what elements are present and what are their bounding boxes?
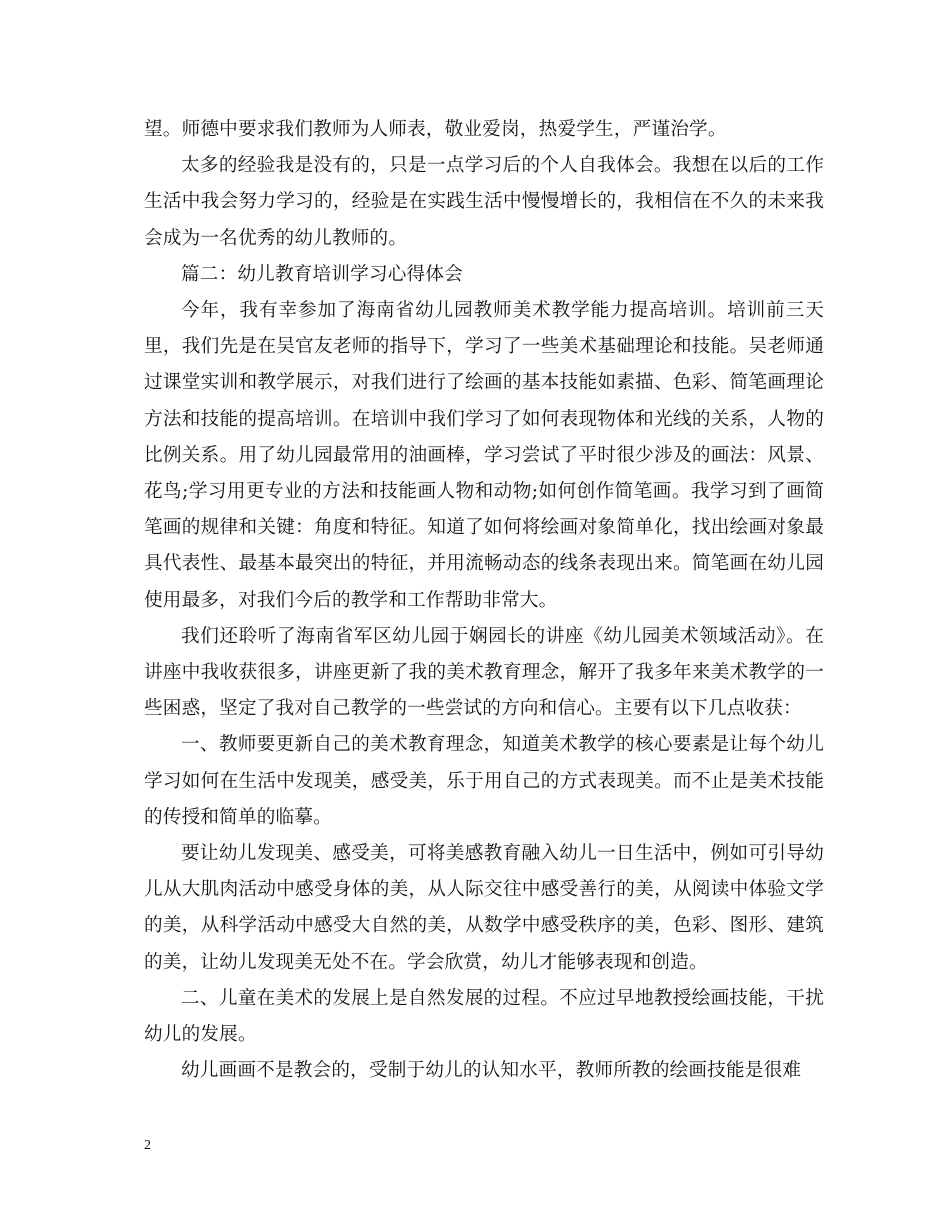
paragraph: 我们还聆听了海南省军区幼儿园于娴园长的讲座《幼儿园美术领域活动》。在讲座中我收获很多，讲座更新了我的美术教育理念，解开了我多年来美术教学的一些困惑，坚定了我对自己教学的一些尝试的方向和信心。主要有以下几点收获：: [144, 625, 824, 720]
paragraph: 篇二：幼儿教育培训学习心得体会: [181, 263, 463, 285]
paragraph: 幼儿画画不是教会的，受制于幼儿的认知水平，教师所教的绘画技能是很难: [181, 1060, 802, 1082]
paragraph: 一、教师要更新自己的美术教育理念，知道美术教学的核心要素是让每个幼儿学习如何在生活中发现美，感受美，乐于用自己的方式表现美。而不止是美术技能的传授和简单的临摹。: [144, 734, 824, 828]
page-number: 2: [144, 1138, 151, 1153]
paragraph: 二、儿童在美术的发展上是自然发展的过程。不应过早地教授绘画技能，干扰幼儿的发展。: [144, 987, 824, 1046]
paragraph: 要让幼儿发现美、感受美，可将美感教育融入幼儿一日生活中，例如可引导幼儿从大肌肉活动中感受身体的美，从人际交往中感受善行的美，从阅读中体验文学的美，从科学活动中感受大自然的美，从数学中感受秩序的美，色彩、图形、建筑的美，让幼儿发现美无处不在。学会欣赏，幼儿才能够表现和创造。: [144, 843, 824, 973]
paragraph: 今年，我有幸参加了海南省幼儿园教师美术教学能力提高培训。培训前三天里，我们先是在吴官友老师的指导下，学习了一些美术基础理论和技能。吴老师通过课堂实训和教学展示，对我们进行了绘画的基本技能如素描、色彩、简笔画理论方法和技能的提高培训。在培训中我们学习了如何表现物体和光线的关系，人物的比例关系。用了幼儿园最常用的油画棒，学习尝试了平时很少涉及的画法：风景、花鸟;学习用更专业的方法和技能画人物和动物;如何创作简笔画。我学习到了画简笔画的规律和关键：角度和特征。知道了如何将绘画对象简单化，找出绘画对象最具代表性、最基本最突出的特征，并用流畅动态的线条表现出来。简笔画在幼儿园使用最多，对我们今后的教学和工作帮助非常大。: [144, 300, 824, 611]
document-body: [144, 112, 824, 1089]
paragraph: 望。师德中要求我们教师为人师表，敬业爱岗，热爱学生，严谨治学。: [144, 119, 727, 140]
paragraph: 太多的经验我是没有的，只是一点学习后的个人自我体会。我想在以后的工作生活中我会努力学习的，经验是在实践生活中慢慢增长的，我相信在不久的未来我会成为一名优秀的幼儿教师的。: [144, 155, 824, 249]
